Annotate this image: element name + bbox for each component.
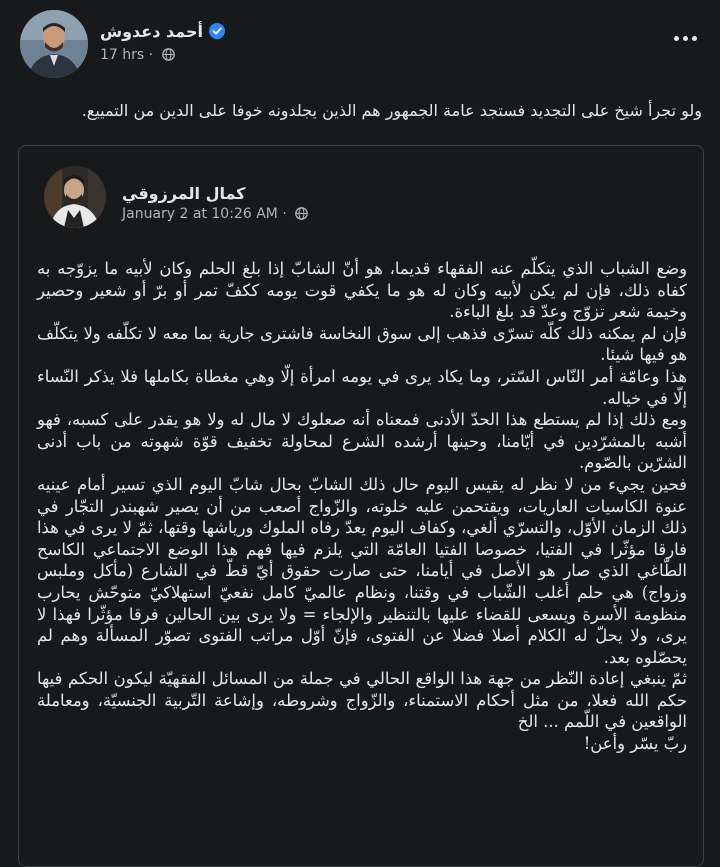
- body-paragraph: فإن لم يمكنه ذلك كلّه تسرّى فذهب إلى سوق النخاسة فاشترى جارية بما معه لا تكلّفه ولا يتكلّف هو فيها شيئا.: [37, 323, 687, 365]
- body-paragraph: وضع الشباب الذي يتكلّم عنه الفقهاء قديما، هو أنّ الشابّ إذا بلغ الحلم وكان لأبيه ما يزوّجه به كفاه ذلك، فإن لم يكن لأبيه وكان له هو ما يكفي قوت يومه ككفّ تمر أو برّ أو شعير وحصير وخيمة شعر تزوّج وعدّ قد بلغ الباءة.: [37, 259, 687, 322]
- dot: [692, 36, 697, 41]
- author-name[interactable]: أحمد دعدوش: [100, 22, 203, 41]
- dot: [683, 36, 688, 41]
- body-paragraph: ربّ يسّر وأعن!: [583, 734, 687, 754]
- post-header: [0, 0, 720, 80]
- meta-separator: ·: [148, 47, 154, 63]
- dot: [674, 36, 679, 41]
- globe-icon[interactable]: [295, 207, 308, 220]
- post-meta: [100, 47, 175, 63]
- post-text: ولو تجرأ شيخ على التجديد فستجد عامة الجمهور هم الذين يجلدونه خوفا على الدين من التمييع.: [81, 101, 702, 120]
- author-avatar[interactable]: [20, 10, 88, 78]
- more-options-icon[interactable]: [668, 28, 702, 48]
- body-paragraph: ومع ذلك إذا لم يستطع هذا الحدّ الأدنى فمعناه أنه صعلوك لا مال له ولا هو يقدر على كسبه، فهو أشبه بالمشرّدين في أيّامنا، وحينها أرشده الشرع لمحاولة تخفيف قوّة شهوته من باب أدنى الشرّين بالصّوم.: [37, 410, 687, 473]
- post-timestamp[interactable]: 17 hrs: [100, 47, 145, 63]
- body-paragraph: فحين يجيء من لا نظر له يقيس اليوم حال ذلك الشابّ بحال شابّ اليوم الذي تسير أمام عينيه عنوة الكاسيات العاريات، ويقتحمن عليه خلوته، والزّواج أصعب من أن يصير شهبندر التجّار في ذلك الزمان الأوّل، والتسرّي ألغي، وكفاف اليوم يعدّ رفاه الملوك ورياشها وقتها، ثمّ لا يرى في هذا فارقا مؤثّرا في الفتيا، خصوصا الفتيا العامّة التي يلزم فيها فهم هذا الوضع الاجتماعي الكاسح الطّاغي الذي صار هو الأصل في أيامنا، حتى صارت حقوق أيّ قطّ في الشارع (مأكل وملبس وزواج) هي حلم أغلب الشّباب في وقتنا، ونظام عالميّ كامل نفعيّ استهلاكيّ متوحّش يحارب منظومة الأسرة ويسعى للقضاء عليها بالتنظير والإلجاء = ولا يرى بين الحالين فرقا مؤثّرا فهذا لا يرى، ولا يحلّ له الكلام أصلا فضلا عن الفتوى، فإنّ أوّل مراتب الفتوى تصوّر المسألة وهم لم يحصّلوه بعد.: [37, 474, 687, 667]
- meta-separator: ·: [282, 206, 287, 222]
- verified-badge-icon: [209, 23, 225, 39]
- shared-author-name[interactable]: كمال المرزوقي: [122, 184, 246, 203]
- shared-post-timestamp[interactable]: January 2 at 10:26 AM: [122, 206, 278, 222]
- shared-post-card[interactable]: [18, 145, 704, 867]
- body-paragraph: ثمّ ينبغي إعادة النّظر من جهة هذا الواقع الحالي في جملة من المسائل الفقهيّة ليكون الحكم فيها حكم الله فعلا، من مثل أحكام الاستمناء، والزّواج وشروطه، وإشاعة التّربية الجنسيّة، ومعاملة الواقعين في اللّمم ... الخ: [37, 669, 687, 732]
- shared-post-meta: [122, 206, 308, 222]
- shared-post-body: [37, 258, 687, 755]
- globe-icon[interactable]: [162, 48, 175, 61]
- avatar-image: [20, 10, 88, 78]
- shared-avatar-image: [44, 166, 106, 228]
- shared-author-avatar[interactable]: [44, 166, 106, 228]
- author-name-row: [100, 22, 225, 41]
- body-paragraph: هذا وعامّة أمر النّاس السّتر، وما يكاد يرى في يومه امرأة إلّا وهي مغطاة بكاملها فلا يذكر النّساء إلّا في خياله.: [37, 366, 687, 408]
